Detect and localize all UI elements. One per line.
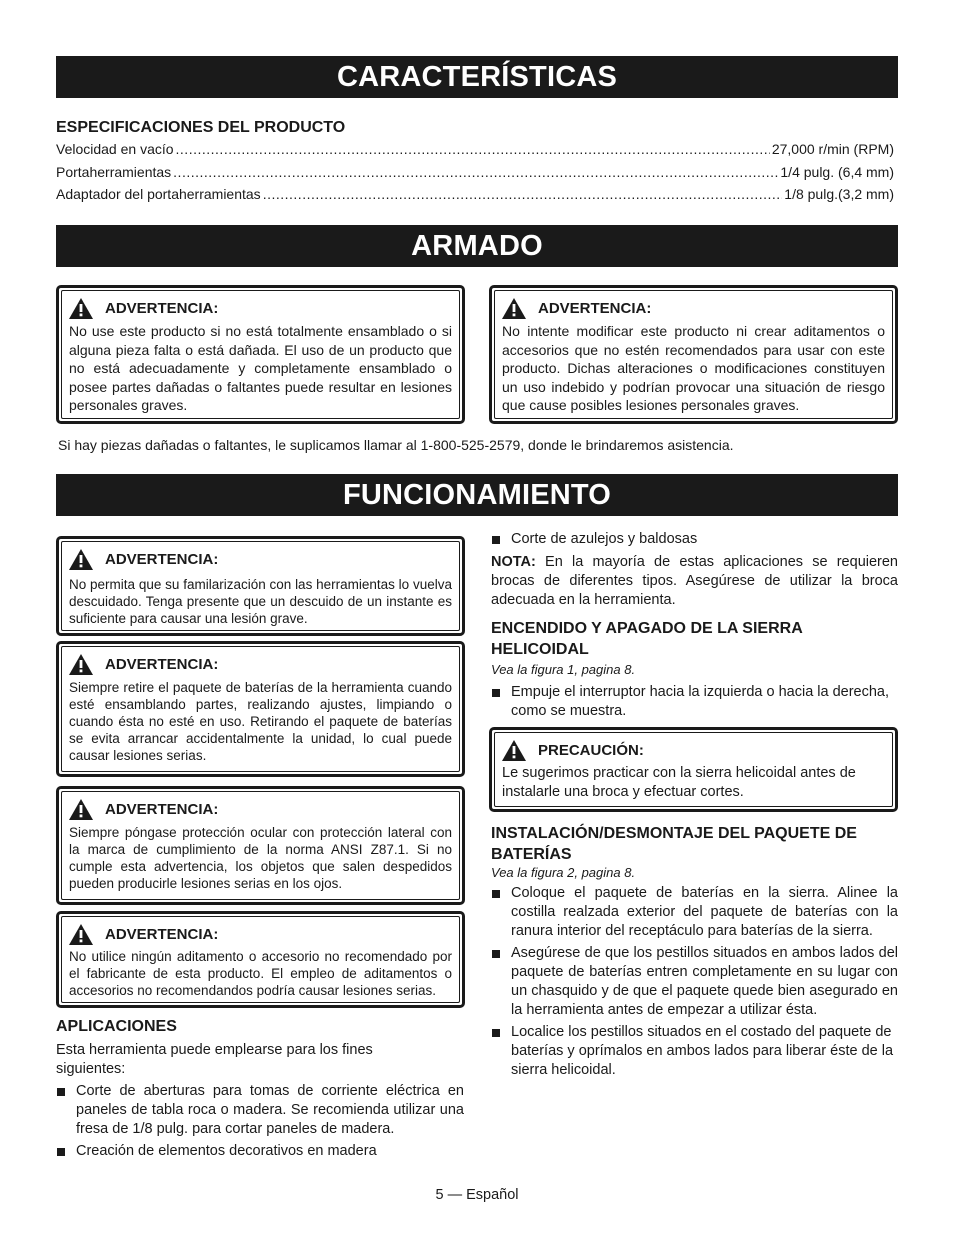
spec-value: 1/8 pulg.(3,2 mm) [784, 186, 894, 202]
warning-triangle-icon [502, 740, 526, 761]
warning-title: ADVERTENCIA: [105, 801, 219, 818]
section-banner-funcionamiento: FUNCIONAMIENTO [56, 474, 898, 516]
warning-triangle-icon [69, 924, 93, 945]
warning-text: No use este producto si no está totalmente ensamblado o si alguna pieza falta o está dañada. El uso de un producto que no está adecuadamente y completamente ensamblado o posee partes dañadas o faltantes puede resultar en lesiones personales graves. [69, 323, 452, 413]
note-text: En la mayoría de estas aplicaciones se requieren brocas de diferentes tipos. Asegúrese de utilizar la broca adecuada en la herramienta. [491, 554, 898, 608]
aplicaciones-list-continued [491, 530, 898, 552]
spec-row [56, 185, 894, 203]
missing-parts-help-line: Si hay piezas dañadas o faltantes, le suplicamos llamar al 1-800-525-2579, donde le brindaremos asistencia. [58, 437, 734, 453]
caution-title: PRECAUCIÓN: [538, 742, 644, 759]
warning-text: Siempre retire el paquete de baterías de la herramienta cuando esté ensamblando partes, realizando ajustes, limpiando o cuando ésta no esté en uso. Retirando el paquete de baterías se evita arrancar accidentalmente la unidad, lo cual puede causar lesiones serias. [69, 680, 452, 763]
list-item: Empuje el interruptor hacia la izquierda o hacia la derecha, como se muestra. [491, 683, 898, 721]
warning-box-incomplete-product [56, 285, 465, 424]
warning-title: ADVERTENCIA: [105, 551, 219, 568]
dot-leader [173, 163, 778, 181]
aplicaciones-list [56, 1082, 464, 1164]
dot-leader [176, 140, 770, 158]
list-item: Localice los pestillos situados en el costado del paquete de baterías y oprímalos en ambos lados para liberar éste de la sierra helicoidal. [491, 1023, 898, 1080]
warning-box-eye-protection [56, 786, 465, 905]
section-banner-caracteristicas: CARACTERÍSTICAS [56, 56, 898, 98]
warning-title: ADVERTENCIA: [105, 926, 219, 943]
spec-value: 27,000 r/min (RPM) [771, 141, 894, 157]
warning-box-familiarity [56, 536, 465, 636]
instalacion-list [491, 884, 898, 1083]
aplicaciones-note [491, 553, 898, 610]
spec-label: Adaptador del portaherramientas [56, 186, 261, 202]
list-item: Coloque el paquete de baterías en la sierra. Alinee la costilla realzada exterior del paquete de baterías con la ranura interior del receptáculo para baterías de la sierra. [491, 884, 898, 941]
figure-reference: Vea la figura 1, pagina 8. [491, 662, 636, 677]
warning-box-remove-battery [56, 641, 465, 777]
warning-triangle-icon [502, 298, 526, 319]
instalacion-title: INSTALACIÓN/DESMONTAJE DEL PAQUETE DE BATERÍAS [491, 825, 857, 863]
page-footer: 5 — Español [435, 1187, 519, 1203]
warning-triangle-icon [69, 799, 93, 820]
spec-label: Portaherramientas [56, 164, 172, 180]
figure-reference: Vea la figura 2, pagina 8. [491, 865, 636, 880]
aplicaciones-intro: Esta herramienta puede emplearse para los fines siguientes: [56, 1042, 373, 1077]
spec-value: 1/4 pulg. (6,4 mm) [780, 164, 894, 180]
encendido-title: ENCENDIDO Y APAGADO DE LA SIERRA HELICOIDAL [491, 620, 803, 658]
spec-label: Velocidad en vacío [56, 141, 174, 157]
section-banner-armado: ARMADO [56, 225, 898, 267]
warning-triangle-icon [69, 654, 93, 675]
warning-triangle-icon [69, 549, 93, 570]
aplicaciones-title: APLICACIONES [56, 1018, 177, 1035]
warning-text: No permita que su familarización con las herramientas lo vuelva descuidado. Tenga presente que un descuido de un instante es suficiente para causar una lesión grave. [69, 577, 452, 626]
warning-title: ADVERTENCIA: [538, 300, 652, 317]
warning-box-accessories [56, 911, 465, 1008]
note-label: NOTA: [491, 554, 536, 570]
spec-row [56, 140, 894, 158]
warning-title: ADVERTENCIA: [105, 656, 219, 673]
warning-text: No utilice ningún aditamento o accesorio no recomendado por el fabricante de esta producto. El empleo de aditamentos o accesorios no recomendandos podría causar lesiones serias. [69, 949, 452, 998]
warning-box-modifications [489, 285, 898, 424]
list-item: Corte de aberturas para tomas de corriente eléctrica en paneles de tabla roca o madera. Se recomienda utilizar una fresa de 1/8 pulg. para cortar paneles de madera. [56, 1082, 464, 1139]
list-item: Asegúrese de que los pestillos situados en ambos lados del paquete de baterías entren completamente en su lugar con un chasquido y de que el paquete quede bien asegurado en la herramienta antes de empezar a utilizar ésta. [491, 944, 898, 1020]
encendido-list [491, 683, 898, 724]
caution-box-practice [489, 727, 898, 812]
warning-text: No intente modificar este producto ni crear aditamentos o accesorios que no estén recomendados para usar con este producto. Dichas alteraciones o modificaciones constituyen un uso indebido y podrían provocar una situación de riesgo que cause posibles lesiones personales graves. [502, 323, 885, 413]
caution-text: Le sugerimos practicar con la sierra helicoidal antes de instalarle una broca y efectuar cortes. [502, 765, 856, 800]
warning-text: Siempre póngase protección ocular con protección lateral con la marca de cumplimiento de la norma ANSI Z87.1. Si no cumple esta advertencia, los objetos que salen despedidos pueden producirle lesiones serias en los ojos. [69, 825, 452, 891]
list-item: Creación de elementos decorativos en madera [56, 1142, 464, 1161]
specs-title: ESPECIFICACIONES DEL PRODUCTO [56, 119, 346, 136]
warning-title: ADVERTENCIA: [105, 300, 219, 317]
dot-leader [263, 185, 783, 203]
list-item: Corte de azulejos y baldosas [491, 530, 898, 549]
warning-triangle-icon [69, 298, 93, 319]
spec-row [56, 163, 894, 181]
